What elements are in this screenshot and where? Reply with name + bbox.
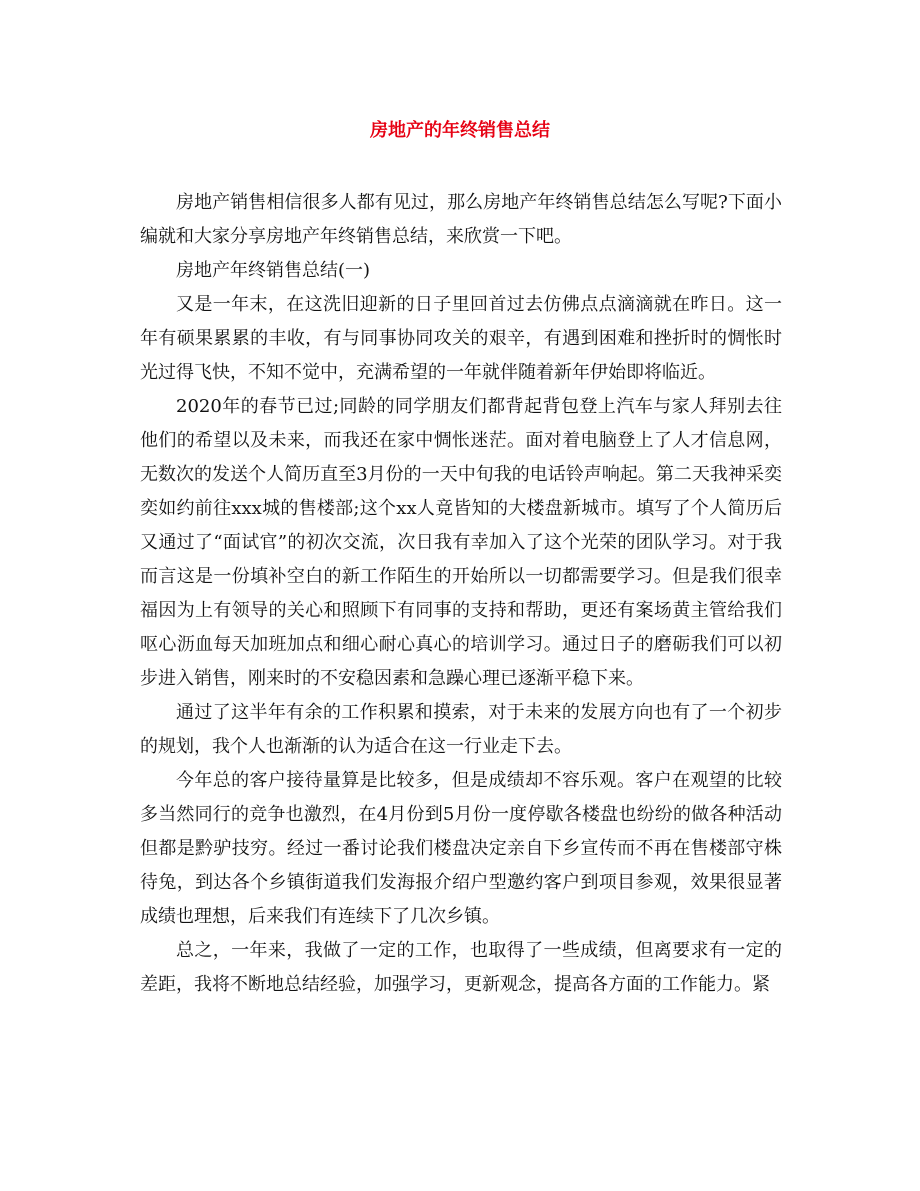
paragraph-experience: 2020年的春节已过;同龄的同学朋友们都背起背包登上汽车与家人拜别去往他们的希望以及未来，而我还在家中惆怅迷茫。面对着电脑登上了人才信息网，无数次的发送个人简历直至3月份的一天中旬我的电话铃声响起。第二天我神采奕奕如约前往xxx城的售楼部;这个xx人竟皆知的大楼盘新城市。填写了个人简历后又通过了“面试官”的初次交流，次日我有幸加入了这个光荣的团队学习。对于我而言这是一份填补空白的新工作陌生的开始所以一切都需要学习。但是我们很幸福因为上有领导的关心和照顾下有同事的支持和帮助，更还有案场黄主管给我们呕心沥血每天加班加点和细心耐心真心的培训学习。通过日子的磨砺我们可以初步进入销售，刚来时的不安稳因素和急躁心理已逐渐平稳下来。 (140, 396, 782, 689)
paragraph-intro: 房地产销售相信很多人都有见过，那么房地产年终销售总结怎么写呢?下面小编就和大家分享房地产年终销售总结，来欣赏一下吧。 (140, 192, 782, 247)
document-body (140, 186, 782, 1002)
document-title: 房地产的年终销售总结 (370, 120, 550, 141)
paragraph-opening: 又是一年末，在这洗旧迎新的日子里回首过去仿佛点点滴滴就在昨日。这一年有硕果累累的丰收，有与同事协同攻关的艰辛，有遇到困难和挫折时的惆怅时光过得飞快，不知不觉中，充满希望的一年就伴随着新年伊始即将临近。 (140, 294, 782, 383)
paragraph-conclusion: 总之，一年来，我做了一定的工作，也取得了一些成绩，但离要求有一定的差距，我将不断地总结经验，加强学习，更新观念，提高各方面的工作能力。紧 (140, 940, 782, 995)
paragraph-plan: 通过了这半年有余的工作积累和摸索，对于未来的发展方向也有了一个初步的规划，我个人也渐渐的认为适合在这一行业走下去。 (140, 702, 782, 757)
paragraph-performance: 今年总的客户接待量算是比较多，但是成绩却不容乐观。客户在观望的比较多当然同行的竞争也激烈，在4月份到5月份一度停歇各楼盘也纷纷的做各种活动但都是黔驴技穷。经过一番讨论我们楼盘决定亲自下乡宣传而不再在售楼部守株待兔，到达各个乡镇街道我们发海报介绍户型邀约客户到项目参观，效果很显著成绩也理想，后来我们有连续下了几次乡镇。 (140, 770, 782, 927)
section-heading: 房地产年终销售总结(一) (176, 260, 371, 281)
